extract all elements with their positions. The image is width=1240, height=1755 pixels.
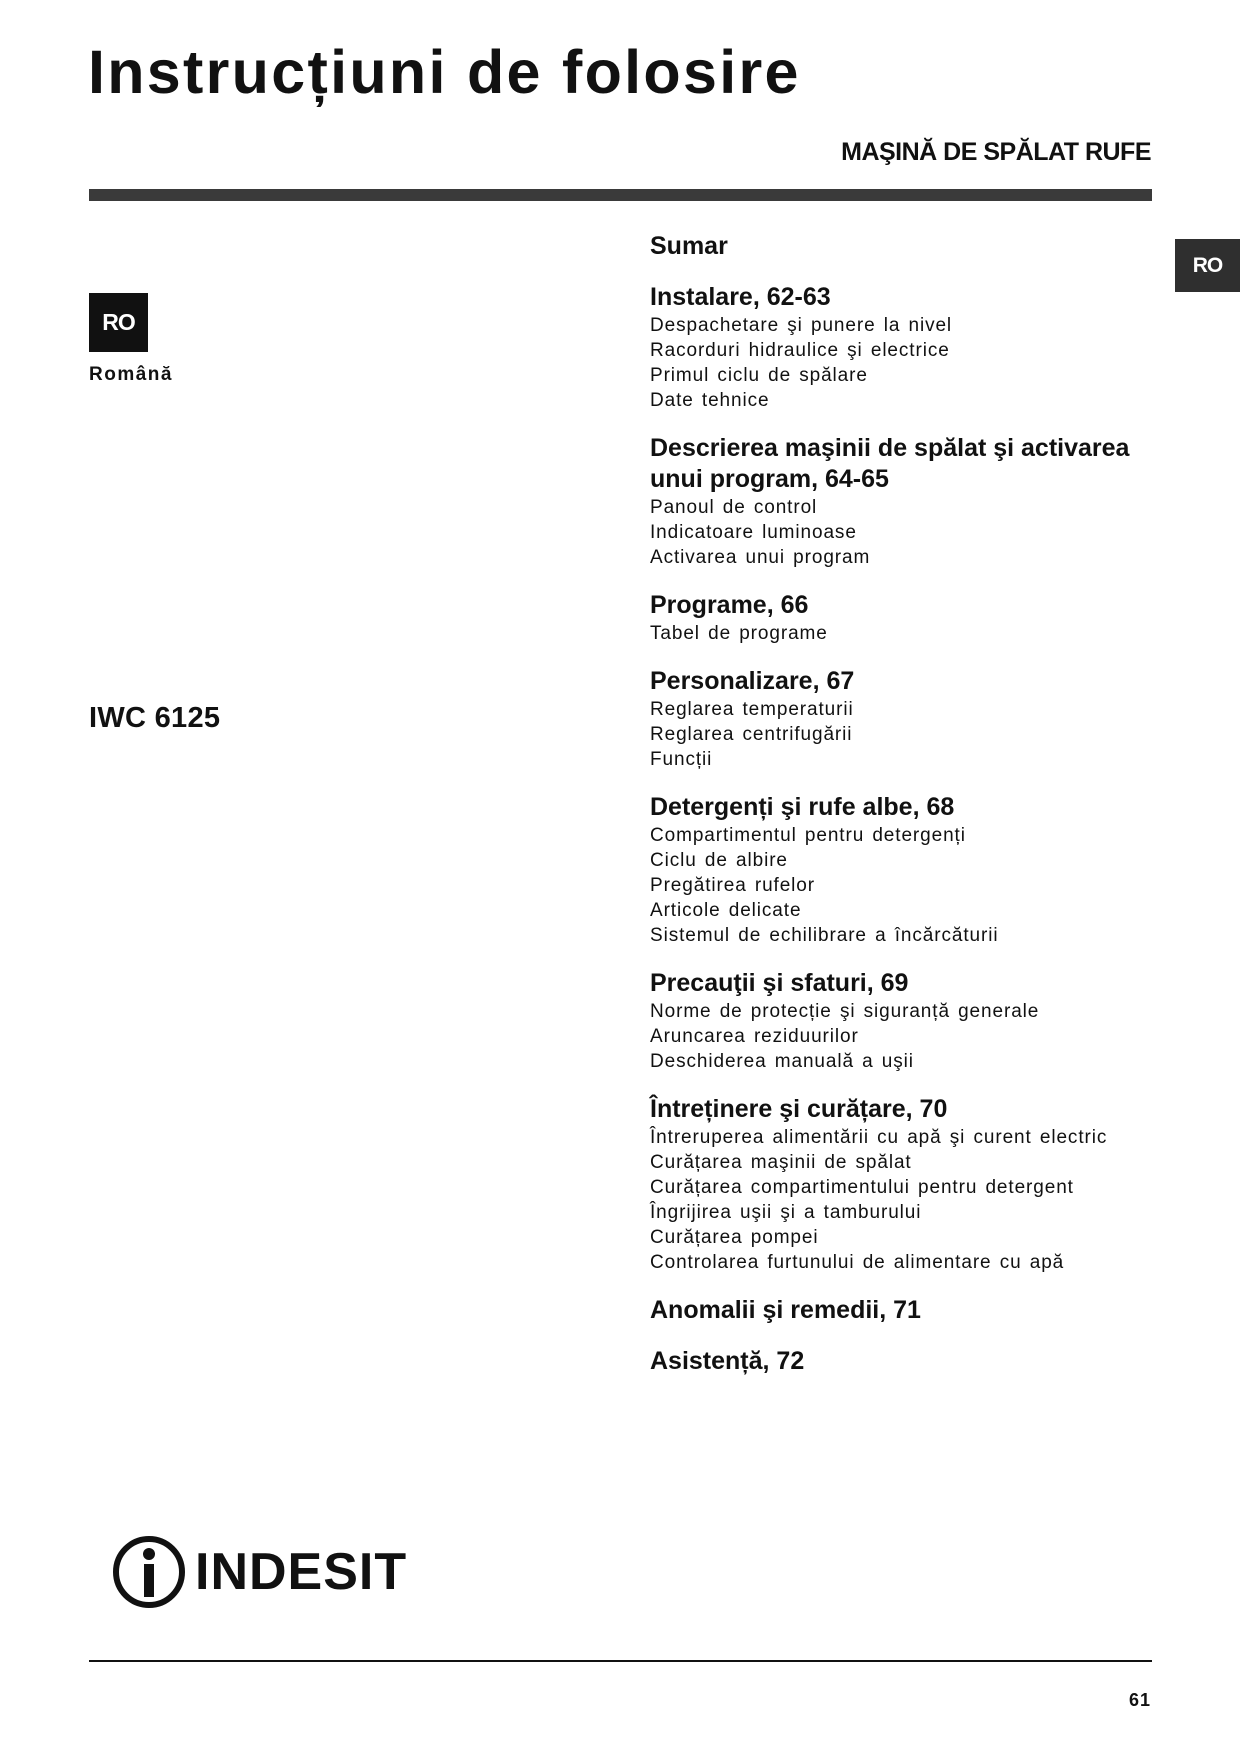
toc-section-heading: Asistență, 72 [650,1347,805,1375]
language-code-badge: RO [89,293,148,352]
toc-item: Curățarea pompei [650,1227,819,1248]
toc-item: Activarea unui program [650,547,871,568]
toc-section-heading: Precauţii şi sfaturi, 69 [650,969,909,997]
toc-item: Funcții [650,749,713,770]
toc-item: Îngrijirea uşii şi a tamburului [650,1202,922,1223]
toc-item-list [650,313,1160,413]
toc-item: Controlarea furtunului de alimentare cu apă [650,1252,1065,1273]
toc-section [650,792,1160,948]
toc-section [650,1295,1160,1326]
toc-section [650,590,1160,646]
toc-section [650,1094,1160,1275]
toc-item: Reglarea temperaturii [650,699,854,720]
toc-item: Deschiderea manuală a uşii [650,1051,914,1072]
toc-section [650,666,1160,772]
toc-item: Despachetare şi punere la nivel [650,315,953,336]
toc-section-heading: Întreținere şi curățare, 70 [650,1095,948,1123]
toc-item: Ciclu de albire [650,850,788,871]
toc-section-heading: Personalizare, 67 [650,667,855,695]
toc-section [650,282,1160,413]
model-number: IWC 6125 [89,702,221,734]
toc-item: Curățarea maşinii de spălat [650,1152,912,1173]
toc-section [650,433,1160,570]
toc-item: Articole delicate [650,900,802,921]
toc-item: Pregătirea rufelor [650,875,815,896]
page-title: Instrucțiuni de folosire [88,38,801,106]
toc-item: Panoul de control [650,497,818,518]
toc-section-heading: Programe, 66 [650,591,809,619]
toc-section-heading: Instalare, 62-63 [650,283,831,311]
language-side-tab: RO [1175,239,1240,292]
toc-item: Curățarea compartimentului pentru detergent [650,1177,1074,1198]
toc-item: Reglarea centrifugării [650,724,853,745]
toc-item-list [650,495,1160,570]
toc-section [650,968,1160,1074]
brand-logo-text: INDESIT [195,1543,408,1601]
toc-item-list [650,999,1160,1074]
brand-logo [111,1532,411,1612]
indesit-logo-icon [111,1534,187,1610]
footer-divider [89,1660,1152,1662]
toc-item: Norme de protecție şi siguranță generale [650,1001,1040,1022]
toc-section-heading: Descrierea maşinii de spălat şi activarea unui program, 64-65 [650,434,1130,493]
toc-title: Sumar [650,232,728,260]
toc-item-list [650,621,1160,646]
toc-section-heading: Detergenți şi rufe albe, 68 [650,793,955,821]
toc-item: Racorduri hidraulice şi electrice [650,340,950,361]
page-number: 61 [1128,1690,1151,1710]
table-of-contents [650,230,1160,1397]
product-type-subtitle: MAŞINĂ DE SPĂLAT RUFE [841,138,1151,166]
language-name: Română [89,364,173,385]
toc-item: Sistemul de echilibrare a încărcăturii [650,925,999,946]
toc-item: Date tehnice [650,390,770,411]
toc-item-list [650,823,1160,948]
toc-item: Tabel de programe [650,623,828,644]
toc-item: Întreruperea alimentării cu apă şi curent electric [650,1127,1108,1148]
toc-section [650,1346,1160,1377]
toc-item: Aruncarea reziduurilor [650,1026,859,1047]
toc-item: Primul ciclu de spălare [650,365,868,386]
toc-section-list [650,282,1160,1377]
toc-item: Compartimentul pentru detergenți [650,825,966,846]
toc-item-list [650,697,1160,772]
toc-section-heading: Anomalii şi remedii, 71 [650,1296,921,1324]
header-divider-bar [89,189,1152,201]
toc-item-list [650,1125,1160,1275]
toc-item: Indicatoare luminoase [650,522,857,543]
